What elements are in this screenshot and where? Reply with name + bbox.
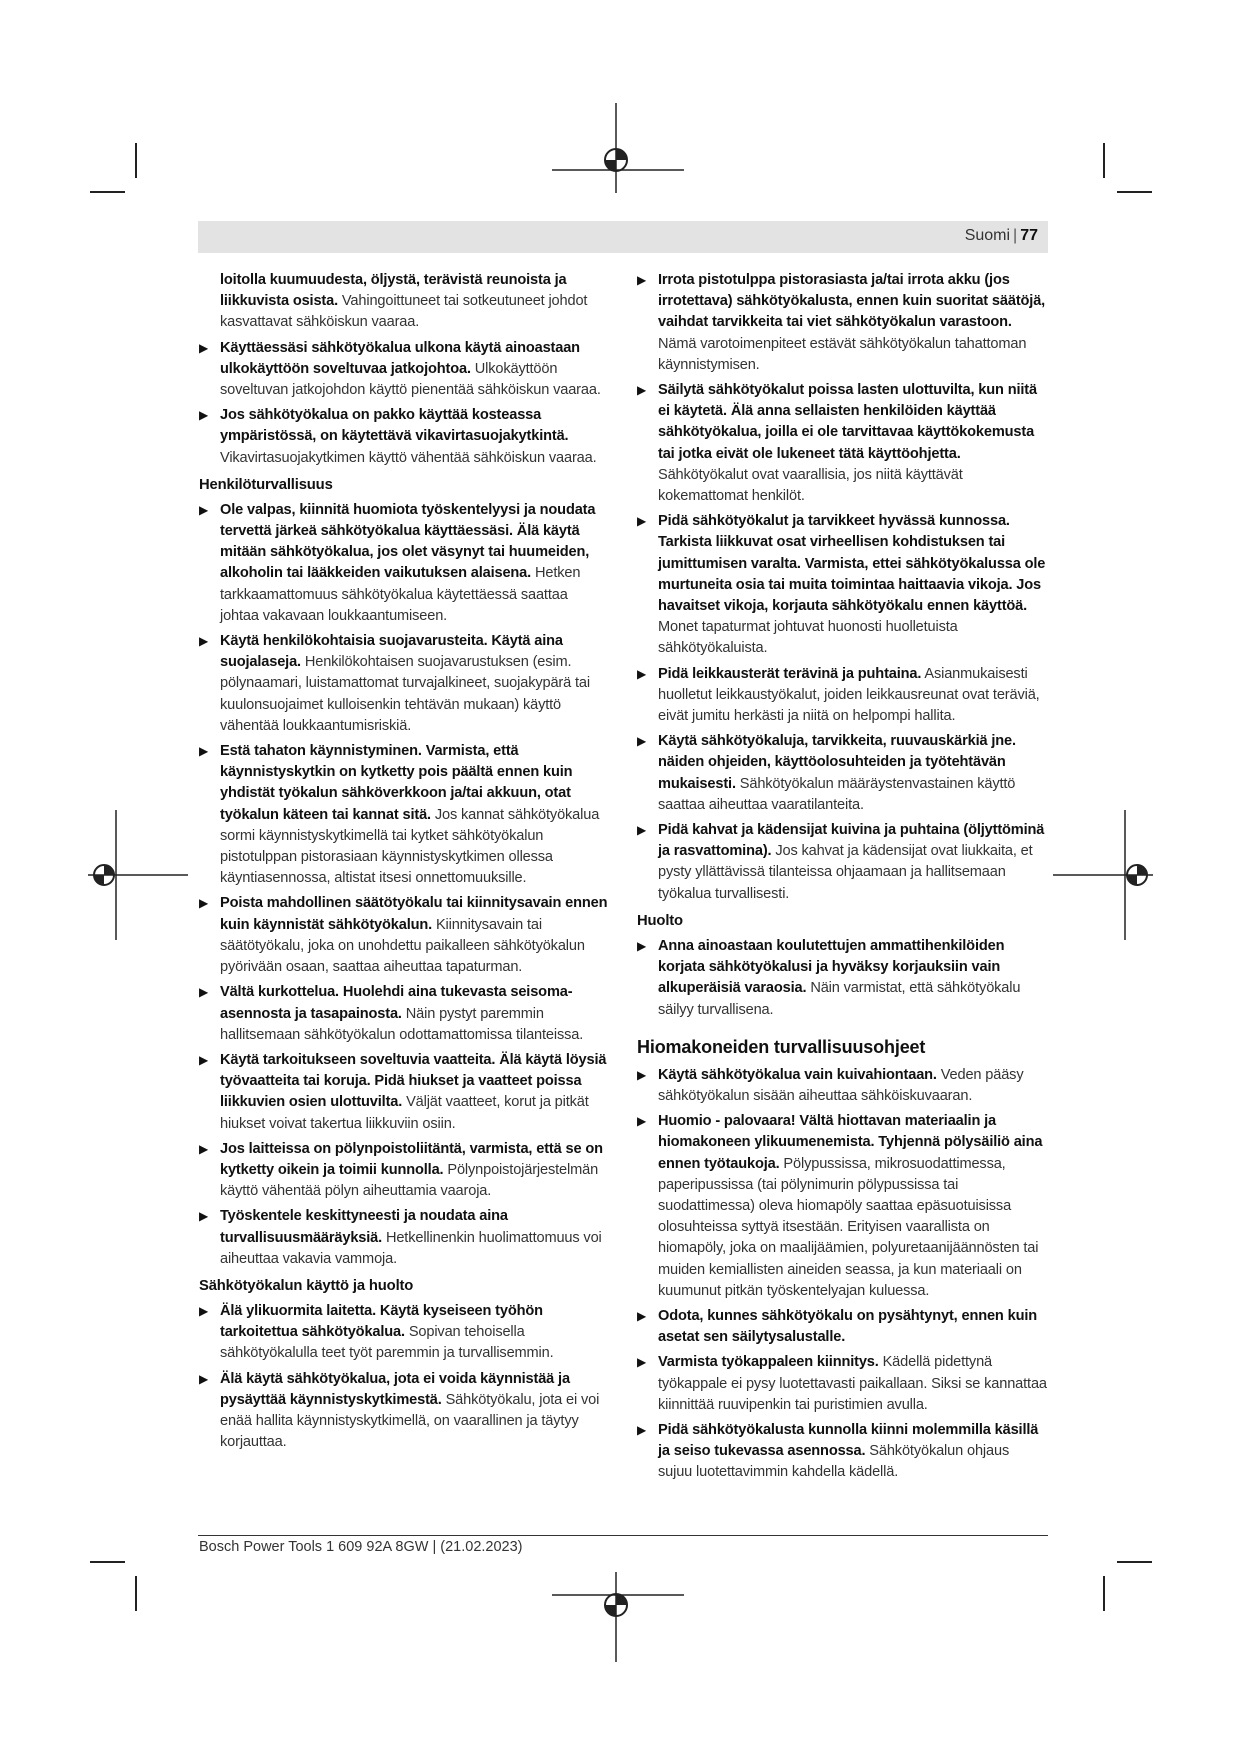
bullet-arrow-icon: ▶ — [199, 1371, 209, 1386]
item-text: Vahingoittuneet tai sotkeutuneet johdot kasvattavat sähköiskun vaaraa. — [220, 293, 588, 331]
page-header-text — [965, 227, 1038, 245]
bullet-arrow-icon: ▶ — [637, 1355, 647, 1370]
list-item — [199, 1139, 609, 1203]
page-header — [198, 221, 1048, 253]
list-item — [199, 741, 609, 889]
bullet-arrow-icon: ▶ — [637, 514, 647, 529]
item-text: Pölynpoistojärjestelmän käyttö vähentää pölyn aiheuttamia vaaroja. — [220, 1161, 599, 1200]
registration-mark-icon — [88, 810, 188, 940]
item-text: Sopivan tehoisella sähkötyökalulla teet työt paremmin ja turvallisemmin. — [220, 1324, 554, 1362]
bullet-arrow-icon: ▶ — [637, 1114, 647, 1129]
item-bold: Poista mahdollinen säätötyökalu tai kiinnitysavain ennen kuin käynnistät sähkötyökalun. — [220, 895, 608, 933]
left-column — [199, 270, 609, 1457]
page-number: 77 — [1020, 227, 1038, 244]
bullet-arrow-icon: ▶ — [637, 383, 647, 398]
item-bold: Ole valpas, kiinnitä huomiota työskentelyysi ja noudata tervettä järkeä sähkötyökalua käyttäessäsi. Älä käytä mitään sähkötyökalua, jos olet väsynyt tai huumeiden, alkoholin tai lääkkeiden vaikutuksen alaisena. — [220, 501, 596, 582]
list-item — [637, 380, 1047, 507]
item-bold: Jos sähkötyökalua on pakko käyttää kosteassa ympäristössä, on käytettävä vikavirtasuojakytkintä. — [220, 407, 569, 445]
crop-mark — [135, 143, 137, 178]
item-text: Sähkötyökalu, jota ei voi enää hallita käynnistyskytkimellä, on vaarallinen ja täytyy korjauttaa. — [220, 1391, 600, 1451]
item-bold: Jos laitteissa on pölynpoistoliitäntä, varmista, että se on kytketty oikein ja toimii kunnolla. — [220, 1140, 603, 1178]
list-item — [199, 338, 609, 402]
list-item — [637, 936, 1047, 1021]
item-bold: Käytä sähkötyökaluja, tarvikkeita, ruuvauskärkiä jne. näiden ohjeiden, käyttöolosuhteiden ja työtehtävän mukaisesti. — [658, 733, 1016, 792]
chapter-heading: Hiomakoneiden turvallisuusohjeet — [637, 1036, 926, 1057]
item-bold: Älä käytä sähkötyökalua, jota ei voida käynnistää ja pysäyttää käynnistyskytkimestä. — [220, 1370, 570, 1408]
list-item — [637, 1352, 1047, 1416]
list-item — [637, 511, 1047, 659]
item-text: Vikavirtasuojakytkimen käyttö vähentää sähköiskun vaaraa. — [220, 449, 597, 466]
list-item — [637, 270, 1047, 376]
item-bold: Odota, kunnes sähkötyökalu on pysähtynyt, ennen kuin asetat sen säilytysalustalle. — [658, 1307, 1038, 1346]
list-item — [637, 1111, 1047, 1302]
item-text: Nämä varotoimenpiteet estävät sähkötyökalun tahattoman käynnistymisen. — [658, 335, 1027, 373]
item-bold: Pidä leikkausterät terävinä ja puhtaina. — [658, 665, 922, 682]
crop-mark — [1103, 1576, 1105, 1611]
footer-divider — [198, 1535, 1048, 1536]
bullet-arrow-icon: ▶ — [199, 1303, 209, 1318]
list-item — [637, 664, 1047, 728]
list-item — [199, 405, 609, 469]
list-item — [637, 731, 1047, 816]
item-text: Hetken tarkkaamattomuus sähkötyökalua käytettäessä saattaa johtaa vakavaan loukkaantumiseen. — [220, 565, 581, 624]
item-text: Hetkellinenkin huolimattomuus voi aiheuttaa vakavia vammoja. — [220, 1229, 602, 1267]
list-item-continued — [199, 270, 609, 334]
item-text: Näin pystyt paremmin hallitsemaan sähkötyökalun odottamattomissa tilanteissa. — [220, 1005, 584, 1043]
crop-mark — [1117, 191, 1152, 193]
item-text: Pölypussissa, mikrosuodattimessa, paperipussissa (tai pölynimurin pölypussissa tai suodattimessa) oleva hiomapöly saattaa epäsuotuisissa olosuhteissa syttyä itsestään. Erityisen vaarallista on hiomapöly, joka on maalijäämien, polyuretaanijäännösten tai muiden kemiallisten aineiden seassa, ja kun materiaali on kuumunut pitkän työskentelyajan kuluessa. — [658, 1155, 1039, 1299]
bullet-arrow-icon: ▶ — [199, 744, 209, 759]
item-bold: Käyttäessäsi sähkötyökalua ulkona käytä ainoastaan ulkokäyttöön soveltuvaa jatkojohtoa. — [220, 339, 580, 377]
item-text: Näin varmistat, että sähkötyökalu säilyy turvallisena. — [658, 980, 1021, 1018]
registration-mark-icon — [1053, 810, 1153, 940]
item-bold: Käytä tarkoitukseen soveltuvia vaatteita. Älä käytä löysiä työvaatteita tai koruja. Pidä hiukset ja vaatteet poissa liikkuvien osien ulottuvilta. — [220, 1051, 607, 1111]
item-bold: Käytä sähkötyökalua vain kuivahiontaan. — [658, 1066, 937, 1083]
crop-mark — [90, 1561, 125, 1563]
item-bold: Vältä kurkottelua. Huolehdi aina tukevasta seisoma-asennosta ja tasapainosta. — [220, 984, 573, 1022]
bullet-arrow-icon: ▶ — [199, 634, 209, 649]
crop-mark — [1117, 1561, 1152, 1563]
item-text: Jos kannat sähkötyökalua sormi käynnistyskytkimellä tai kytket sähkötyökalun pistotulppan pistorasiaan käynnistyskytkimen ollessa käyntiasennossa, altistat itsesi onnettomuuksille. — [220, 806, 600, 887]
header-separator: | — [1013, 227, 1018, 244]
page-footer: Bosch Power Tools 1 609 92A 8GW | (21.02.2023) — [199, 1539, 523, 1555]
item-text: Veden pääsy sähkötyökalun sisään aiheuttaa sähköiskuvaaran. — [658, 1066, 1024, 1104]
bullet-arrow-icon: ▶ — [199, 408, 209, 423]
list-item — [637, 1065, 1047, 1107]
item-text: Monet tapaturmat johtuvat huonosti huolletuista sähkötyökaluista. — [658, 619, 958, 657]
bullet-arrow-icon: ▶ — [637, 734, 647, 749]
item-text: Kiinnitysavain tai säätötyökalu, joka on unohdettu paikalleen sähkötyökalun pyörivään osaan, saattaa aiheuttaa tapaturman. — [220, 916, 585, 976]
section-heading: Henkilöturvallisuus — [199, 476, 333, 493]
list-item — [637, 1306, 1047, 1348]
bullet-arrow-icon: ▶ — [199, 896, 209, 911]
header-section: Suomi — [964, 227, 1011, 244]
item-bold: Käytä henkilökohtaisia suojavarusteita. Käytä aina suojalaseja. — [220, 633, 563, 671]
item-bold: Pidä sähkötyökalusta kunnolla kiinni molemmilla käsillä ja seiso tukevassa asennossa. — [658, 1421, 1039, 1460]
list-item — [199, 631, 609, 737]
crop-mark — [90, 191, 125, 193]
item-bold: Työskentele keskittyneesti ja noudata aina turvallisuusmääräyksiä. — [220, 1208, 508, 1246]
bullet-arrow-icon: ▶ — [637, 938, 647, 953]
section-heading: Huolto — [637, 912, 683, 929]
crop-mark — [135, 1576, 137, 1611]
item-bold: Estä tahaton käynnistyminen. Varmista, että käynnistyskytkin on kytketty pois päältä ennen kuin yhdistät työkalun sähköverkkoon ja/tai akkuun, otat työkalun käteen tai kannat sitä. — [220, 743, 573, 823]
list-item — [637, 1420, 1047, 1484]
item-bold: Pidä sähkötyökalut ja tarvikkeet hyvässä kunnossa. Tarkista liikkuvat osat virheellisen kohdistuksen tai jumittumisen varalta. Varmista, ettei sähkötyökalussa ole murtuneita osia tai muita toimintaa haittaavia vikoja. Jos havaitset vikoja, korjauta sähkötyökalu ennen käyttöä. — [658, 513, 1046, 615]
item-text: Sähkötyökalut ovat vaarallisia, jos niitä käyttävät kokemattomat henkilöt. — [658, 466, 963, 505]
item-bold: Varmista työkappaleen kiinnitys. — [658, 1354, 879, 1371]
item-bold: Pidä kahvat ja kädensijat kuivina ja puhtaina (öljyttöminä ja rasvattomina). — [658, 822, 1045, 860]
item-text: Sähkötyökalun määräystenvastainen käyttö saattaa aiheuttaa vaaratilanteita. — [658, 775, 1016, 813]
section-heading: Sähkötyökalun käyttö ja huolto — [199, 1277, 414, 1294]
right-column — [637, 270, 1047, 1488]
item-text: Ulkokäyttöön soveltuvan jatkojohdon käyttö pienentää sähköiskun vaaraa. — [220, 360, 601, 399]
item-bold: Säilytä sähkötyökalut poissa lasten ulottuvilta, kun niitä ei käytetä. Älä anna sellaisten henkilöiden käyttää sähkötyökalua, joilla ei ole tarvittavaa käyttökokemusta tai jotka eivät ole lukeneet tätä käyttöohjetta. — [658, 382, 1037, 462]
list-item — [199, 1369, 609, 1454]
bullet-arrow-icon: ▶ — [637, 823, 647, 838]
item-text: Henkilökohtaisen suojavarustuksen (esim. pölynaamari, luistamattomat turvajalkineet, suojakypärä tai kuulonsuojaimet kulloisenkin tehtävän mukaan) käyttö vähentää loukkaantumisriskiä. — [220, 654, 590, 734]
item-bold: loitolla kuumuudesta, öljystä, terävistä reunoista ja liikkuvista osista. — [220, 272, 567, 310]
list-item — [199, 1206, 609, 1270]
bullet-arrow-icon: ▶ — [199, 1141, 209, 1156]
list-item — [199, 982, 609, 1046]
item-bold: Anna ainoastaan koulutettujen ammattihenkilöiden korjata sähkötyökalusi ja hyväksy korjauksiin vain alkuperäisiä varaosia. — [658, 937, 1005, 997]
bullet-arrow-icon: ▶ — [199, 1209, 209, 1224]
crop-mark — [1103, 143, 1105, 178]
item-text: Väljät vaatteet, korut ja pitkät hiukset voivat takertua liikkuviin osiin. — [220, 1094, 589, 1132]
item-bold: Huomio - palovaara! Vältä hiottavan materiaalin ja hiomakoneen ylikuumenemista. Tyhjennä pölysäiliö aina ennen työtaukoja. — [658, 1113, 1043, 1172]
registration-mark-icon — [552, 103, 688, 203]
list-item — [199, 893, 609, 978]
list-item — [199, 1050, 609, 1135]
item-text: Asianmukaisesti huolletut leikkaustyökalut, joiden leikkausreunat ovat teräviä, eivät jumitu herkästi ja niitä on helpompi hallita. — [658, 665, 1040, 725]
item-text: Kädellä pidettynä työkappale ei pysy luotettavasti paikallaan. Siksi se kannattaa kiinnittää ruuvipenkin tai puristimien avulla. — [658, 1354, 1047, 1413]
bullet-arrow-icon: ▶ — [199, 985, 209, 1000]
item-text: Jos kahvat ja kädensijat ovat liukkaita, et pysty yllättävissä tilanteissa ohjaamaan ja hallitsemaan työkalua turvallisesti. — [658, 843, 1033, 902]
bullet-arrow-icon: ▶ — [637, 666, 647, 681]
bullet-arrow-icon: ▶ — [637, 1422, 647, 1437]
item-bold: Irrota pistotulppa pistorasiasta ja/tai irrota akku (jos irrotettava) sähkötyökalusta, ennen kuin suoritat säätöjä, vaihdat tarvikkeita tai viet sähkötyökalun varastoon. — [658, 272, 1046, 331]
bullet-arrow-icon: ▶ — [637, 1067, 647, 1082]
bullet-arrow-icon: ▶ — [637, 1308, 647, 1323]
registration-mark-icon — [552, 1562, 688, 1662]
list-item — [637, 820, 1047, 905]
bullet-arrow-icon: ▶ — [199, 502, 209, 517]
bullet-arrow-icon: ▶ — [637, 273, 647, 287]
list-item — [199, 1301, 609, 1365]
bullet-arrow-icon: ▶ — [199, 1052, 209, 1067]
bullet-arrow-icon: ▶ — [199, 340, 209, 355]
item-text: Sähkötyökalun ohjaus sujuu luotettavimmin kahdella kädellä. — [658, 1443, 1010, 1481]
item-bold: Älä ylikuormita laitetta. Käytä kyseiseen työhön tarkoitettua sähkötyökalua. — [220, 1302, 543, 1341]
list-item — [199, 500, 609, 627]
